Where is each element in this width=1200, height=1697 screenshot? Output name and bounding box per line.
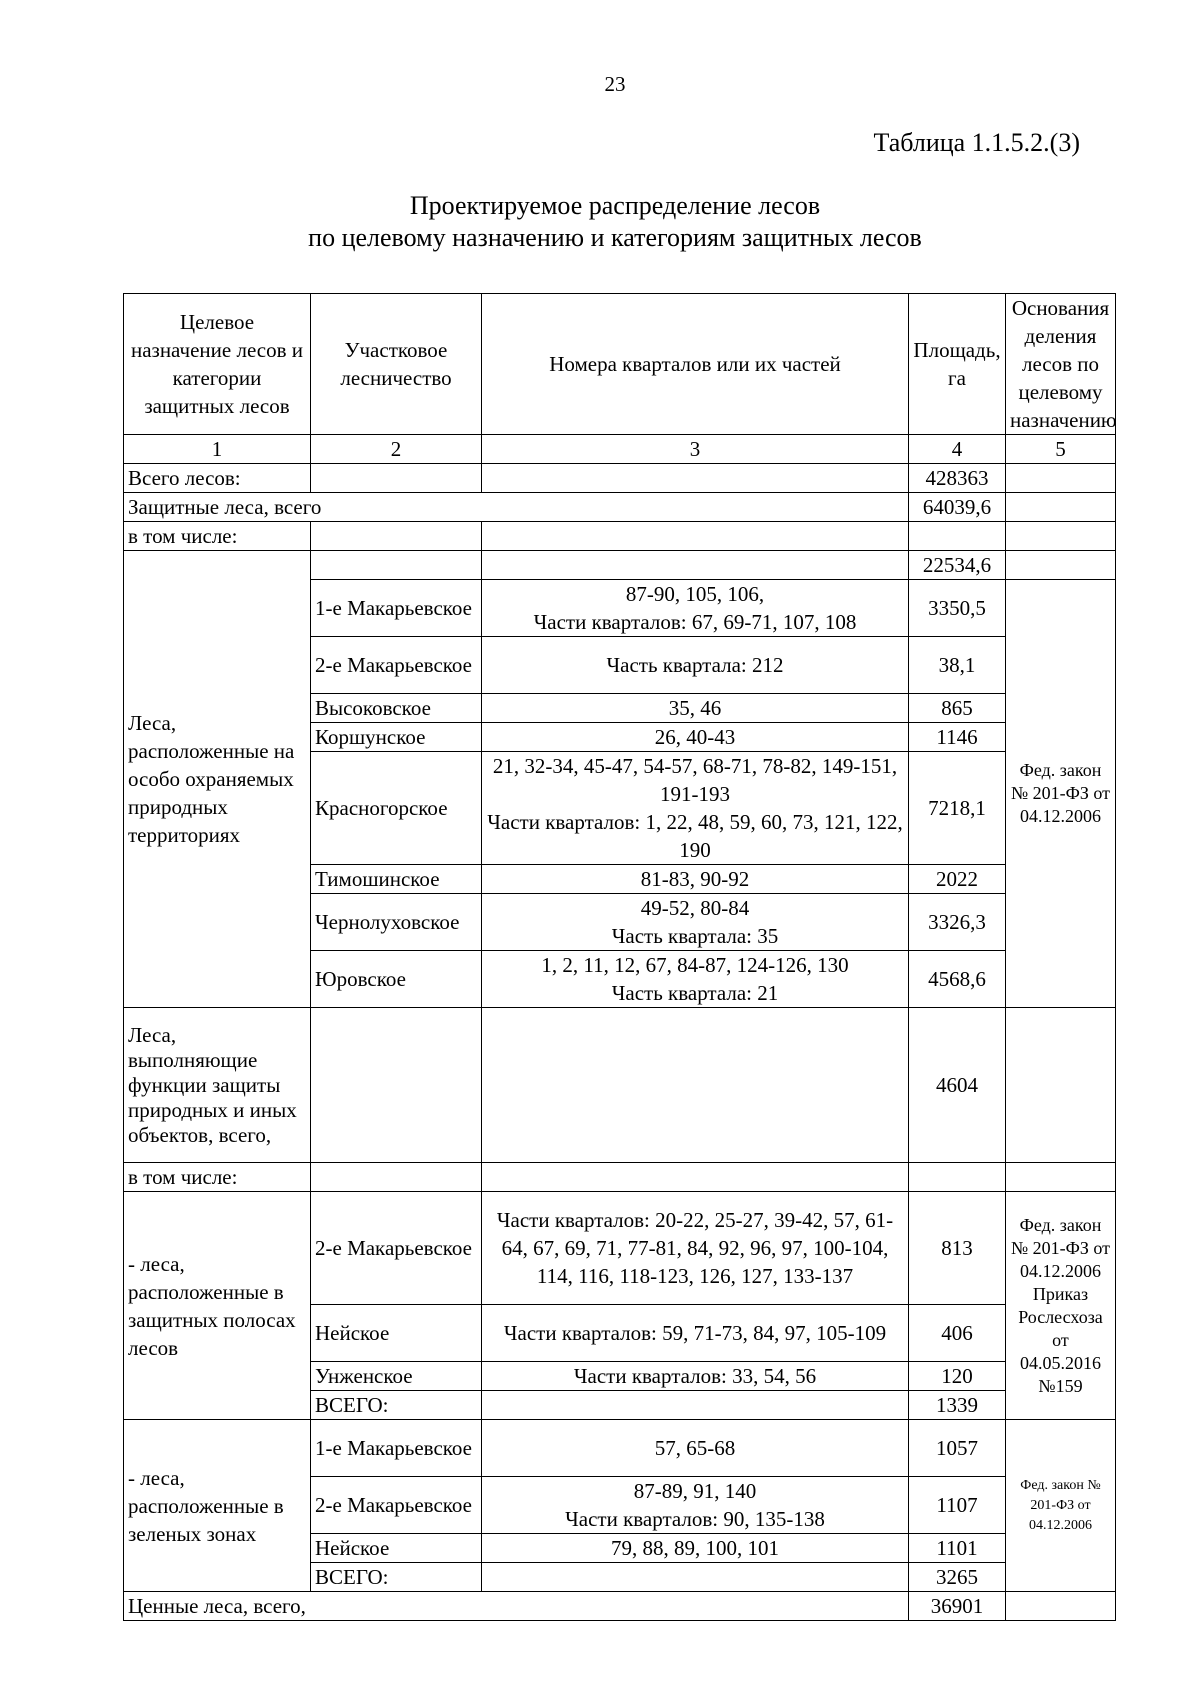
quarters-cell: 87-90, 105, 106, Части кварталов: 67, 69-71, 107, 108 (482, 580, 909, 637)
quarters-cell: Части кварталов: 20-22, 25-27, 39-42, 57, 61-64, 67, 69, 71, 77-81, 84, 92, 96, 97, 100-104, 114, 116, 118-123, 126, 127, 133-137 (482, 1192, 909, 1305)
quarters-cell: 21, 32-34, 45-47, 54-57, 68-71, 78-82, 149-151, 191-193 Части кварталов: 1, 22, 48, 59, 60, 73, 121, 122, 190 (482, 752, 909, 865)
table-row (124, 493, 1116, 522)
protect-label: Леса, выполняющие функции защиты природных и иных объектов, всего, (124, 1008, 311, 1163)
quarters-cell: 26, 40-43 (482, 723, 909, 752)
strips-basis: Фед. закон № 201-ФЗ от 04.12.2006 Приказ Рослесхоза от 04.05.2016 №159 (1006, 1192, 1116, 1420)
quarters-cell: 49-52, 80-84 Часть квартала: 35 (482, 894, 909, 951)
quarters-cell (482, 1391, 909, 1420)
including-label: в том числе: (124, 1163, 311, 1192)
quarters-cell: 1, 2, 11, 12, 67, 84-87, 124-126, 130 Часть квартала: 21 (482, 951, 909, 1008)
header-row (124, 294, 1116, 435)
oopt-basis: Фед. закон № 201-ФЗ от 04.12.2006 (1006, 580, 1116, 1008)
table-row (124, 1592, 1116, 1621)
area-cell: 813 (909, 1192, 1006, 1305)
quarters-cell: Части кварталов: 33, 54, 56 (482, 1362, 909, 1391)
valuable-area: 36901 (909, 1592, 1006, 1621)
including-label: в том числе: (124, 522, 311, 551)
col-number: 5 (1006, 435, 1116, 464)
area-cell: 3326,3 (909, 894, 1006, 951)
col-number: 3 (482, 435, 909, 464)
table-title (0, 190, 1200, 254)
subtotal-area: 3265 (909, 1563, 1006, 1592)
table-id: Таблица 1.1.5.2.(3) (873, 128, 1080, 157)
forestry-cell: Коршунское (311, 723, 482, 752)
protect-area: 4604 (909, 1008, 1006, 1163)
green-basis: Фед. закон № 201-ФЗ от 04.12.2006 (1006, 1420, 1116, 1592)
table-row (124, 522, 1116, 551)
quarters-cell: 57, 65-68 (482, 1420, 909, 1477)
page-number: 23 (604, 72, 626, 96)
area-cell: 38,1 (909, 637, 1006, 694)
oopt-total-area: 22534,6 (909, 551, 1006, 580)
forestry-cell: 2-е Макарьевское (311, 1192, 482, 1305)
column-number-row (124, 435, 1116, 464)
header-forestry: Участковое лесничество (311, 294, 482, 435)
area-cell: 3350,5 (909, 580, 1006, 637)
quarters-cell (482, 1563, 909, 1592)
area-cell: 120 (909, 1362, 1006, 1391)
forestry-cell: Унженское (311, 1362, 482, 1391)
total-area: 428363 (909, 464, 1006, 493)
area-cell: 7218,1 (909, 752, 1006, 865)
subtotal-area: 1339 (909, 1391, 1006, 1420)
area-cell: 1146 (909, 723, 1006, 752)
quarters-cell: Часть квартала: 212 (482, 637, 909, 694)
green-label: - леса, расположенные в зеленых зонах (124, 1420, 311, 1592)
quarters-cell: Части кварталов: 59, 71-73, 84, 97, 105-109 (482, 1305, 909, 1362)
header-basis: Основания деления лесов по целевому назначению (1006, 294, 1116, 435)
area-cell: 2022 (909, 865, 1006, 894)
area-cell: 4568,6 (909, 951, 1006, 1008)
forestry-cell: Чернолуховское (311, 894, 482, 951)
table-row (124, 1008, 1116, 1163)
total-label: Всего лесов: (124, 464, 311, 493)
col-number: 2 (311, 435, 482, 464)
quarters-cell: 35, 46 (482, 694, 909, 723)
table-row (124, 1420, 1116, 1477)
forestry-cell: Нейское (311, 1305, 482, 1362)
table-row (124, 551, 1116, 580)
forestry-cell: 1-е Макарьевское (311, 1420, 482, 1477)
subtotal-label: ВСЕГО: (311, 1563, 482, 1592)
title-line-1: Проектируемое распределение лесов (409, 191, 821, 220)
forestry-cell: Красногорское (311, 752, 482, 865)
area-cell: 1101 (909, 1534, 1006, 1563)
protective-area: 64039,6 (909, 493, 1006, 522)
forestry-cell: Нейское (311, 1534, 482, 1563)
strips-label: - леса, расположенные в защитных полосах лесов (124, 1192, 311, 1420)
forestry-cell: 1-е Макарьевское (311, 580, 482, 637)
title-line-2: по целевому назначению и категориям защитных лесов (308, 223, 922, 252)
subtotal-label: ВСЕГО: (311, 1391, 482, 1420)
area-cell: 1107 (909, 1477, 1006, 1534)
quarters-cell: 87-89, 91, 140 Части кварталов: 90, 135-138 (482, 1477, 909, 1534)
forestry-cell: Юровское (311, 951, 482, 1008)
forest-distribution-table (123, 293, 1116, 1621)
forestry-cell: 2-е Макарьевское (311, 1477, 482, 1534)
quarters-cell: 81-83, 90-92 (482, 865, 909, 894)
header-purpose: Целевое назначение лесов и категории защитных лесов (124, 294, 311, 435)
forestry-cell: Высоковское (311, 694, 482, 723)
table-row (124, 464, 1116, 493)
header-quarters: Номера кварталов или их частей (482, 294, 909, 435)
header-area: Площадь, га (909, 294, 1006, 435)
protective-label: Защитные леса, всего (124, 493, 909, 522)
area-cell: 406 (909, 1305, 1006, 1362)
forestry-cell: 2-е Макарьевское (311, 637, 482, 694)
col-number: 4 (909, 435, 1006, 464)
oopt-label: Леса, расположенные на особо охраняемых природных территориях (124, 551, 311, 1008)
table-row (124, 1163, 1116, 1192)
valuable-label: Ценные леса, всего, (124, 1592, 909, 1621)
table-row (124, 1192, 1116, 1305)
area-cell: 1057 (909, 1420, 1006, 1477)
area-cell: 865 (909, 694, 1006, 723)
col-number: 1 (124, 435, 311, 464)
forestry-cell: Тимошинское (311, 865, 482, 894)
quarters-cell: 79, 88, 89, 100, 101 (482, 1534, 909, 1563)
